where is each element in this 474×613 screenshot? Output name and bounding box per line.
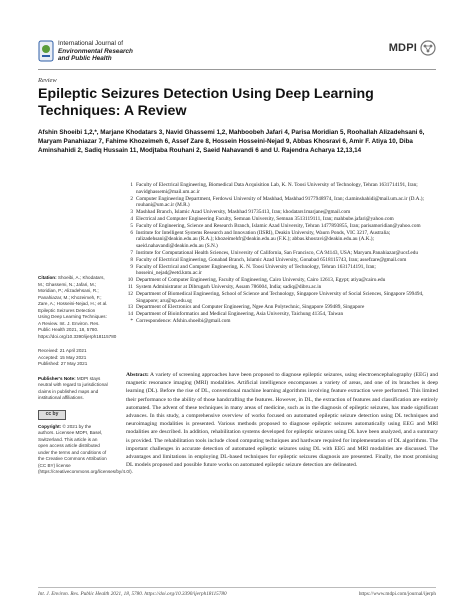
- publisher-note-text: MDPI stays neutral with regard to jurisdictional claims in published maps and institutional affiliations.: [38, 375, 108, 400]
- journal-name: [58, 40, 133, 63]
- affiliation-item: [126, 216, 438, 223]
- affiliation-number: 1: [130, 182, 133, 188]
- affiliation-text: Department of Computer Engineering, Faculty of Engineering, Cairo University, Cairo 12613, Egypt; atiya@cairo.edu: [136, 277, 386, 284]
- copyright-label: Copyright:: [38, 423, 62, 429]
- affiliation-item: [126, 257, 438, 264]
- affiliation-text: Institute for Intelligent Systems Research and Innovation (IISRI), Deakin University, Waurn Ponds, VIC 3217, Australia; ralizadehsani@deakin.edu.au (R.A.); khozeimehfr@deakin.edu.au (F.K.); abbas.khosravi@deakin.edu.au (A.K.); saeid.nahavandi@deakin.edu.au (S.N.): [136, 229, 391, 250]
- affiliation-item: [126, 209, 438, 216]
- dates-block: [38, 348, 108, 368]
- affiliation-item: [126, 223, 438, 230]
- affiliation-text: Mashhad Branch, Islamic Azad University, Mashhad 91735413, Iran; khodatars1marjane@gmail.com: [136, 209, 351, 216]
- affiliation-item: [126, 291, 438, 305]
- abstract-section: [126, 371, 438, 469]
- affiliation-number: 7: [130, 249, 133, 256]
- affiliation-item: [126, 264, 438, 278]
- page-footer: [38, 591, 436, 597]
- citation-block: [38, 275, 117, 340]
- affiliation-text: Faculty of Electrical Engineering, Gonabad Branch, Islamic Azad University, Gonabad 6518115743, Iran; assefzare@gmail.com: [136, 256, 407, 263]
- publisher-name: MDPI: [388, 42, 417, 54]
- affiliation-number: 9: [130, 263, 133, 270]
- affiliation-text: Faculty of Electrical Engineering, Biomedical Data Acquisition Lab, K. N. Toosi University of Technology, Tehran 1631714191, Iran; navidghassemi@mail.um.ac.ir: [136, 182, 418, 195]
- affiliation-text: Institute for Computational Health Sciences, University of California, San Francisco, CA 94143, USA; Maryam.Panahiazar@ucsf.edu: [136, 249, 419, 256]
- footer-journal-ref[interactable]: Int. J. Environ. Res. Public Health 2021, 18, 5780. https://doi.org/10.3390/ijerph18115780: [38, 591, 227, 597]
- affiliation-number: 2: [130, 195, 133, 202]
- cc-by-icon: cc by: [38, 410, 66, 420]
- citation-text: Shoeibi, A.; Khodatars, M.; Ghassemi, N.; Jafari, M.; Moridian, P.; Alizadehsani, R.; Panahiazar, M.; Khozeimeh, F.; Zare, A.; Hosseini-Nejad, H.; et al. Epileptic Seizures Detection Using Deep Learning Techniques: A Review. Int. J. Environ. Res. Public Health 2021, 18, 5780. https://doi.org/10.3390/ijerph18115780: [38, 275, 117, 339]
- affiliation-text: Computer Engineering Department, Ferdowsi University of Mashhad, Mashhad 9177948974, Iran; d.aminshahidi@mail.um.ac.ir (D.A.); rouhani@um.ac.ir (M.R.): [136, 195, 424, 209]
- article-title: Epileptic Seizures Detection Using Deep Learning Techniques: A Review: [38, 86, 374, 119]
- affiliation-number: 5: [130, 222, 133, 229]
- affiliation-number: 4: [130, 215, 133, 222]
- affiliation-number: *: [130, 317, 133, 324]
- copyright-text: © 2021 by the authors. Licensee MDPI, Basel, Switzerland. This article is an open access article distributed under the terms and conditions of the Creative Commons Attribution (CC BY) license (https://creativecommons.org/licenses/by/4.0/).: [38, 423, 133, 474]
- affiliation-text: Electrical and Computer Engineering Faculty, Semnan University, Semnan 3513119111, Iran; mahbube.jafari@yahoo.com: [136, 215, 394, 222]
- affiliation-item: [126, 196, 438, 210]
- article-type: Review: [38, 77, 57, 84]
- affiliation-item: [126, 277, 438, 284]
- affiliation-item: [126, 230, 438, 250]
- accepted-date: Accepted: 15 May 2021: [38, 354, 87, 360]
- abstract-label: Abstract:: [126, 372, 149, 378]
- cc-license-badge[interactable]: [38, 410, 108, 420]
- affiliation-text: Faculty of Engineering, Science and Research Branch, Islamic Azad University, Tehran 1477893855, Iran; parisamoridian@yahoo.com: [136, 222, 421, 229]
- affiliation-text: System Administrator at Dibrugarh University, Assam 786004, India; sadiq@dibru.ac.in: [136, 283, 322, 290]
- affiliation-item: [126, 250, 438, 257]
- affiliation-number: 6: [130, 229, 133, 236]
- affiliation-number: 8: [130, 256, 133, 263]
- affiliation-text: Department of Biomedical Engineering, School of Science and Technology, Singapore University of Social Sciences, Singapore 599494, Singapore; aru@np.edu.sg: [136, 290, 424, 304]
- footer-divider: [38, 587, 436, 588]
- footer-site-link[interactable]: https://www.mdpi.com/journal/ijerph: [358, 591, 436, 597]
- journal-line-3: and Public Health: [58, 55, 112, 63]
- affiliation-number: 3: [130, 209, 133, 216]
- affiliation-text: Correspondence: Afshin.shoeibi@gmail.com: [136, 317, 231, 324]
- affiliation-number: 14: [127, 311, 133, 318]
- affiliation-item: [126, 182, 438, 196]
- affiliation-number: 12: [127, 290, 133, 297]
- affiliation-item: [126, 311, 438, 318]
- affiliation-number: 10: [127, 277, 133, 284]
- journal-line-2: Environmental Research: [58, 47, 133, 55]
- published-date: Published: 27 May 2021: [38, 361, 88, 366]
- affiliation-item: [126, 318, 438, 325]
- publisher-logo: [389, 40, 436, 56]
- header-divider: [38, 69, 436, 70]
- author-list: Afshin Shoeibi 1,2,*, Marjane Khodatars 3, Navid Ghassemi 1,2, Mahboobeh Jafari 4, Parisa Moridian 5, Roohallah Alizadehsani 6, Maryam Panahiazar 7, Fahime Khozeimeh 6, Assef Zare 8, Hossein Hosseini-Nejad 9, Abbas Khosravi 6, Amir F. Atiya 10, Diba Aminshahidi 2, Sadiq Hussain 11, Modjtaba Rouhani 2, Saeid Nahavandi 6 and U. Rajendra Acharya 12,13,14: [38, 129, 425, 155]
- mdpi-logo-icon: [420, 40, 436, 56]
- citation-label: Citation:: [38, 275, 57, 280]
- publisher-note-block: [38, 376, 108, 402]
- affiliations-list: [126, 182, 438, 325]
- affiliation-text: Department of Electronics and Computer Engineering, Ngee Ann Polytechnic, Singapore 599489, Singapore: [136, 304, 365, 311]
- affiliation-number: 13: [127, 304, 133, 311]
- abstract-text: A variety of screening approaches have been proposed to diagnose epileptic seizures, using electroencephalography (EEG) and magnetic resonance imaging (MRI) modalities. Artificial intelligence encompasses a variety of areas, and one of its branches is deep learning (DL). Before the rise of DL, conventional machine learning algorithms involving feature extraction were performed. This limited their performance to the ability of those handcrafting the features. However, in DL, the extraction of features and classification are entirely automated. The advent of these techniques in many areas of medicine, such as in the diagnosis of epileptic seizures, has made significant advances. In this study, a comprehensive overview of works focused on automated epileptic seizure detection using DL techniques and neuroimaging modalities is presented. Various methods proposed to diagnose epileptic seizures automatically using EEG and MRI modalities are described. In addition, rehabilitation systems developed for epileptic seizures using DL have been analyzed, and a summary is provided. The rehabilitation tools include cloud computing techniques and hardware required for implementation of DL algorithms. The important challenges in accurate detection of automated epileptic seizures using DL with EEG and MRI modalities are discussed. The advantages and limitations in employing DL-based techniques for epileptic seizures diagnosis are presented. Finally, the most promising DL models proposed and possible future works on automated epileptic seizure detection are delineated.: [126, 372, 438, 469]
- affiliation-text: Department of Bioinformatics and Medical Engineering, Asia University, Taichung 41354, Taiwan: [136, 311, 344, 318]
- affiliation-number: 11: [127, 283, 133, 290]
- affiliation-item: [126, 284, 438, 291]
- journal-line-1: International Journal of: [58, 40, 124, 47]
- publisher-note-label: Publisher's Note:: [38, 375, 76, 381]
- received-date: Received: 21 April 2021: [38, 348, 87, 353]
- affiliation-text: Faculty of Electrical and Computer Engineering, K. N. Toosi University of Technology, Tehran 1631714191, Iran; hosseini_nejad@eetd.kntu.ac.ir: [136, 263, 376, 277]
- journal-logo-icon: [38, 40, 54, 62]
- copyright-block: [38, 423, 133, 476]
